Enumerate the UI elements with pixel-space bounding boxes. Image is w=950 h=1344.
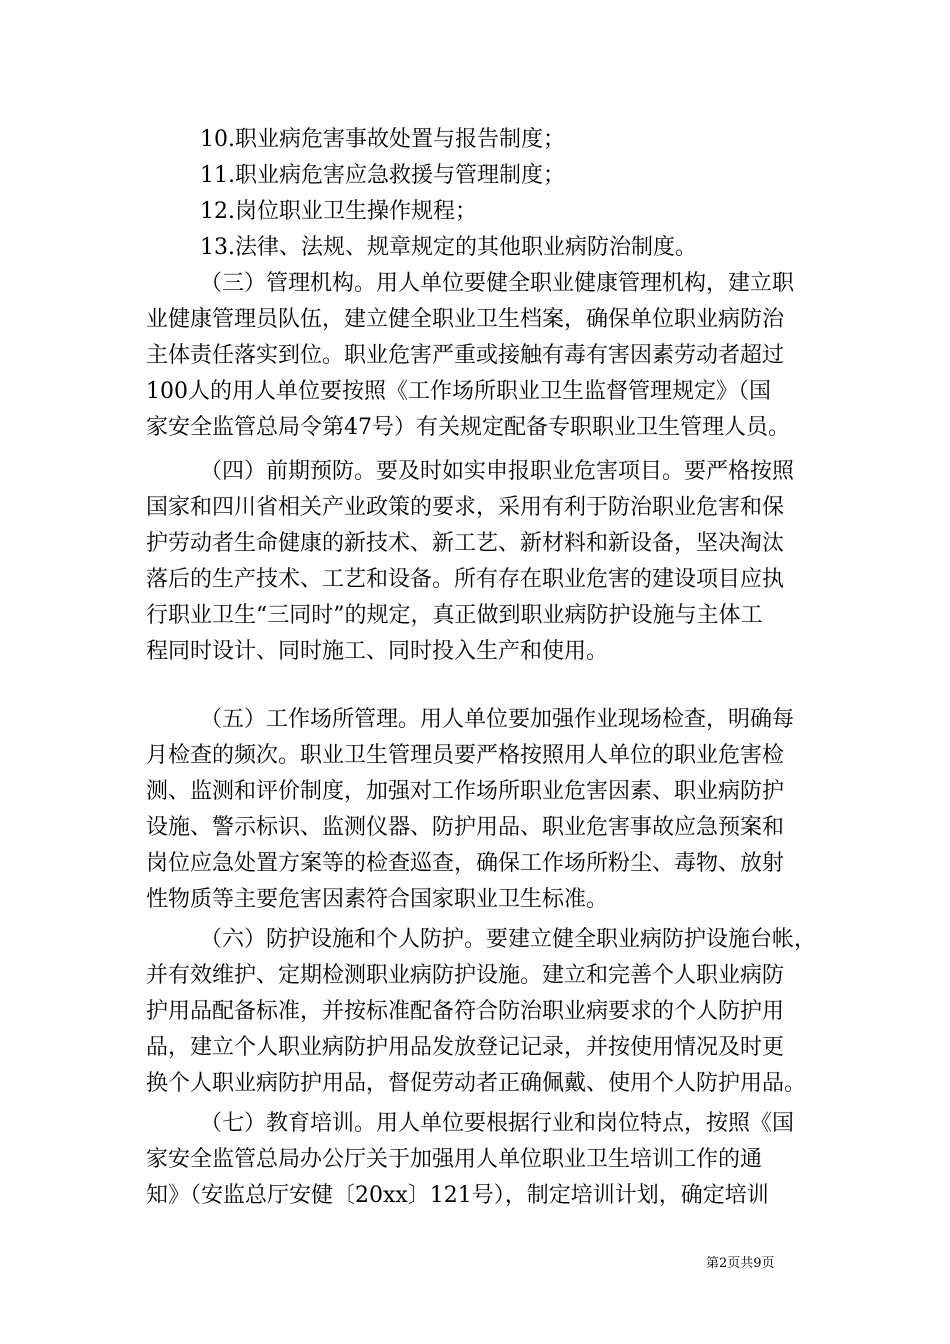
list-item: 11.职业病危害应急救援与管理制度； <box>200 163 565 188</box>
paragraph-line: 业健康管理员队伍，建立健全职业卫生档案，确保单位职业病防治 <box>146 307 785 332</box>
paragraph-line: 性物质等主要危害因素符合国家职业卫生标准。 <box>146 887 609 912</box>
page-number: 第2页共9页 <box>706 1256 775 1271</box>
paragraph-line: 护用品配备标准，并按标准配备符合防治职业病要求的个人防护用 <box>146 999 785 1024</box>
paragraph-line: 测、监测和评价制度，加强对工作场所职业危害因素、职业病防护 <box>146 779 785 804</box>
paragraph-line: 护劳动者生命健康的新技术、新工艺、新材料和新设备，坚决淘汰 <box>146 531 785 556</box>
paragraph-line: 品，建立个人职业病防护用品发放登记记录，并按使用情况及时更 <box>146 1035 785 1060</box>
paragraph-line: 家安全监管总局令第47号）有关规定配备专职职业卫生管理人员。 <box>146 415 790 440</box>
paragraph-line: （三）管理机构。用人单位要健全职业健康管理机构，建立职 <box>200 271 795 296</box>
list-item: 13.法律、法规、规章规定的其他职业病防治制度。 <box>200 235 697 260</box>
paragraph-line: （七）教育培训。用人单位要根据行业和岗位特点，按照《国 <box>200 1111 795 1136</box>
paragraph-line: （六）防护设施和个人防护。要建立健全职业病防护设施台帐， <box>200 927 817 952</box>
paragraph-line: 岗位应急处置方案等的检查巡查，确保工作场所粉尘、毒物、放射 <box>146 851 785 876</box>
list-item: 10.职业病危害事故处置与报告制度； <box>200 127 565 152</box>
paragraph-line: 设施、警示标识、监测仪器、防护用品、职业危害事故应急预案和 <box>146 815 785 840</box>
paragraph-line: 主体责任落实到位。职业危害严重或接触有毒有害因素劳动者超过 <box>146 343 785 368</box>
paragraph-line: 知》（安监总厅安健〔20xx〕121号），制定培训计划，确定培训 <box>146 1183 769 1208</box>
paragraph-line: 落后的生产技术、工艺和设备。所有存在职业危害的建设项目应执 <box>146 567 785 592</box>
paragraph-line: 月检查的频次。职业卫生管理员要严格按照用人单位的职业危害检 <box>146 743 785 768</box>
paragraph-line: 并有效维护、定期检测职业病防护设施。建立和完善个人职业病防 <box>146 963 785 988</box>
paragraph-line: 程同时设计、同时施工、同时投入生产和使用。 <box>146 639 609 664</box>
paragraph-line: （四）前期预防。要及时如实申报职业危害项目。要严格按照 <box>200 459 795 484</box>
paragraph-line: 家安全监管总局办公厅关于加强用人单位职业卫生培训工作的通 <box>146 1147 763 1172</box>
paragraph-line: 国家和四川省相关产业政策的要求，采用有利于防治职业危害和保 <box>146 495 785 520</box>
paragraph-line: （五）工作场所管理。用人单位要加强作业现场检查，明确每 <box>200 707 795 732</box>
paragraph-line: 换个人职业病防护用品，督促劳动者正确佩戴、使用个人防护用品。 <box>146 1071 807 1096</box>
paragraph-line: 100人的用人单位要按照《工作场所职业卫生监督管理规定》（国 <box>146 379 771 404</box>
paragraph-line: 行职业卫生“三同时”的规定，真正做到职业病防护设施与主体工 <box>146 603 763 628</box>
list-item: 12.岗位职业卫生操作规程； <box>200 199 477 224</box>
